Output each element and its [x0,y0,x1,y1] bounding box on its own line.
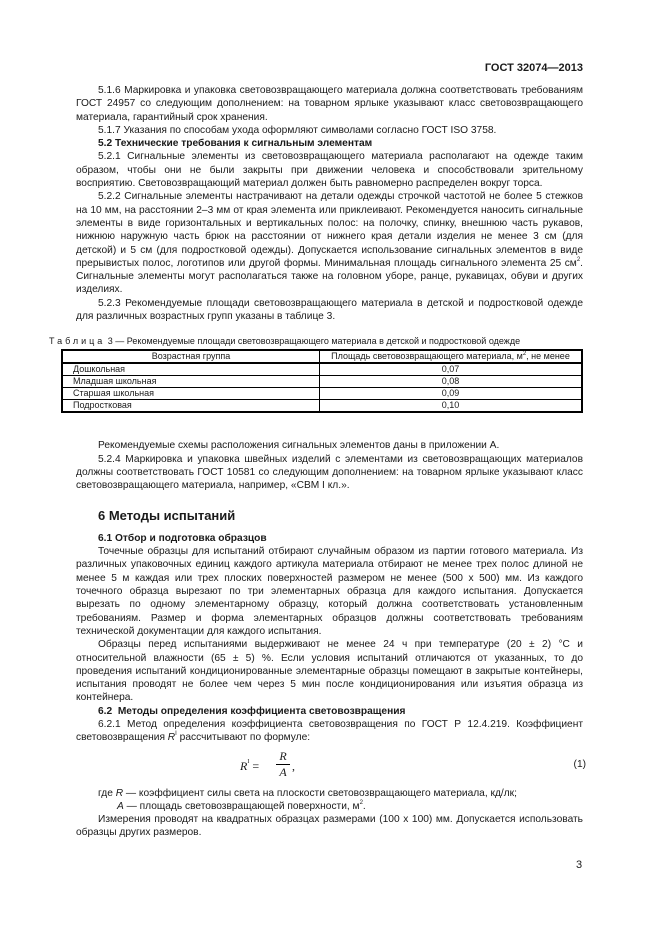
superscript: 2 [576,256,581,263]
cell-age-group: Старшая школьная [62,388,320,400]
where-r-text: — коэффициент силы света на плоскости световозвращающего материала, кд/лк; [123,787,517,799]
formula-lhs-var: R [240,758,248,773]
cell-age-group: Дошкольная [62,363,320,376]
heading-6-1: 6.1 Отбор и подготовка образцов [98,532,267,544]
table-3-caption [49,336,583,346]
paragraph-5-2-1: 5.2.1 Сигнальные элементы из световозвращающего материала располагают на одежде таким образом, чтобы они не были закрыты при движении человека и способствовали зрительному восприятию. Световозвращающий материал должен быть равномерно распределен вокруг торса. [76,151,583,190]
column-header-area [320,350,583,363]
table-3 [61,349,583,413]
paragraph-5-2-2-text-b: . Сигнальные элементы могут располагаться также на головном уборе, ранце, рукавицах, обуви и других изделиях. [76,257,583,296]
paragraph-6-2-1-text-a: 6.2.1 Метод определения коэффициента световозвращения по ГОСТ Р 12.4.219. Коэффициент световозвращения [76,718,583,744]
cell-age-group: Младшая школьная [62,376,320,388]
formula-lhs [240,759,259,774]
table-row [62,363,582,376]
paragraph-5-2-2 [76,190,583,296]
table-row [62,400,582,413]
column-header-area-text: Площадь световозвращающего материала, м [331,351,523,362]
table-caption-label: Таблица [49,336,106,347]
page-number: 3 [576,859,583,871]
superscript: I [175,731,177,738]
cell-age-group: Подростковая [62,400,320,413]
formula-denominator: A [279,764,287,779]
superscript: 2 [522,351,527,358]
formula-numerator: R [276,749,290,765]
superscript: I [247,758,250,765]
variable-a: A [117,800,124,812]
paragraph-5-2-4: 5.2.4 Маркировка и упаковка швейных изделий с элементами из световозвращающих материалов должны соответствовать ГОСТ 10581 со следующим дополнением: на товарном ярлыке указывают класс световозвращающего материала, например, «СВМ I кл.». [76,453,583,492]
heading-5-2: 5.2 Технические требования к сигнальным элементам [98,138,373,150]
variable-r: R [167,732,176,744]
cell-area: 0,10 [320,400,583,413]
document-header-id: ГОСТ 32074—2013 [484,62,583,74]
paragraph-measurements: Измерения проводят на квадратных образцах размерами (100 x 100) мм. Допускается использовать образцы других размеров. [76,814,583,839]
superscript: 2 [359,799,363,806]
column-header-age-group: Возрастная группа [62,350,320,363]
paragraph-5-1-7: 5.1.7 Указания по способам ухода оформляют символами согласно ГОСТ ISO 3758. [98,124,497,136]
formula-equals: = [249,758,260,773]
formula-comma: , [292,758,295,773]
cell-area: 0,08 [320,376,583,388]
formula-1 [76,748,586,783]
where-prefix: где [98,787,116,799]
where-a-text: — площадь световозвращающей поверхности, м [123,800,360,812]
column-header-area-text-end: , не менее [526,351,570,362]
paragraph-6-1-sampling: Точечные образцы для испытаний отбирают случайным образом из партии готового материала. Из различных упаковочных единиц каждого артикула материала отбирают не менее трех полос длиной не менее 5 м каждая или трех плоских поверхностей размером не менее (500 x 500) мм. Из каждого точечного образца вырезают по три элементарных образца для каждого испытания. Допускается вырезать по одному элементарному образцу, который должна соответствовать установленным требованиям. Размер и форма элементарных образцов должны соответствовать требованиям технической документации для каждого испытания. [76,546,583,637]
where-r-definition [76,787,583,800]
paragraph-schemes-note: Рекомендуемые схемы расположения сигнальных элементов даны в приложении А. [98,440,500,452]
table-row [62,388,582,400]
paragraph-5-2-2-text-a: 5.2.2 Сигнальные элементы настрачивают на детали одежды строчкой частотой не более 5 стежков на 10 мм, на расстоянии 2–3 мм от края элемента или приклеивают. Рекомендуется наносить сигнальные элементы в виде горизонтальных и вертикальных полос: на полочку, спинку, внешнюю часть рукавов, нижнюю наружную часть брюк на расстоянии от нижнего края детали изделия не менее 3 см (для детской) и 5 см (для подростковой одежды). Допускается использование сигнальных элементов в виде прерывистых полос, логотипов или другой формы. Минимальная площадь сигнального элемента 25 см [76,191,583,269]
variable-r: R [115,787,124,799]
page-body [49,84,586,840]
cell-area: 0,07 [320,363,583,376]
table-caption-text: 3 — Рекомендуемые площади световозвращающего материала в детской и подростковой одежде [105,336,521,347]
paragraph-6-1-conditioning: Образцы перед испытаниями выдерживают не менее 24 ч при температуре (20 ± 2) °С и относительной влажности (65 ± 5) %. Если условия испытаний отличаются от указанных, то до проведения испытаний кондиционированные элементарные образцы помещают в закрытые контейнеры, испытания проводят не более чем через 5 мин после кондиционирования или изъятия образца из контейнера. [76,639,583,704]
paragraph-6-2-1 [76,718,583,745]
where-a-end: . [362,800,366,812]
table-header-row [62,350,582,363]
paragraph-5-2-3: 5.2.3 Рекомендуемые площади световозвращающего материала в детской и подростковой одежде для различных возрастных групп указаны в таблице 3. [76,297,583,323]
formula-fraction [276,749,290,780]
cell-area: 0,09 [320,388,583,400]
paragraph-5-1-6: 5.1.6 Маркировка и упаковка световозвращающего материала должна соответствовать требованиям ГОСТ 24957 со следующим дополнением: на товарном ярлыке указывают класс световозвращающего материала, гарантийный срок хранения. [76,85,583,123]
formula-number: (1) [573,758,586,770]
table-row [62,376,582,388]
heading-6-2: 6.2 Методы определения коэффициента световозвращения [98,705,406,717]
section-6-heading: 6 Методы испытаний [98,507,236,523]
paragraph-6-2-1-text-b: рассчитывают по формуле: [176,732,311,744]
where-a-definition [76,800,583,813]
